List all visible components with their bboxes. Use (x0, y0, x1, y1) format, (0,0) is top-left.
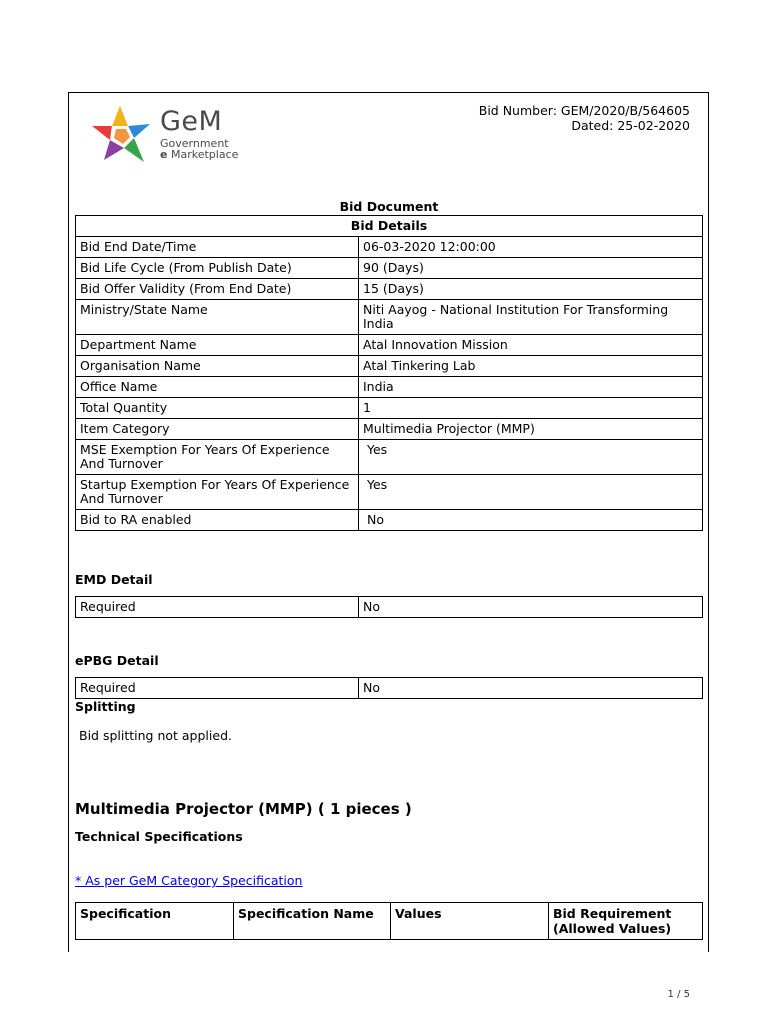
table-row: Office Name India (76, 377, 703, 398)
epbg-detail-table (75, 677, 703, 699)
table-row: Bid End Date/Time 06-03-2020 12:00:00 (76, 237, 703, 258)
table-row: Required No (76, 678, 703, 699)
table-header-row (76, 903, 703, 940)
table-row: MSE Exemption For Years Of Experience And Turnover Yes (76, 440, 703, 475)
technical-specifications-label: Technical Specifications (75, 829, 243, 844)
table-row: Startup Exemption For Years Of Experience And Turnover Yes (76, 475, 703, 510)
table-row: Bid Offer Validity (From End Date) 15 (Days) (76, 279, 703, 300)
bid-details-heading: Bid Details (76, 216, 703, 237)
page-number: 1 / 5 (667, 989, 690, 1000)
document-title: Bid Document (339, 199, 439, 214)
column-values: Values (391, 903, 549, 940)
table-row: Organisation Name Atal Tinkering Lab (76, 356, 703, 377)
table-row: Bid to RA enabled No (76, 510, 703, 531)
logo-subtitle-2: e Marketplace (160, 148, 239, 161)
table-row: Ministry/State Name Niti Aayog - National Institution For Transforming India (76, 300, 703, 335)
product-title: Multimedia Projector (MMP) ( 1 pieces ) (75, 800, 412, 818)
gem-category-specification-link[interactable]: * As per GeM Category Specification (75, 873, 303, 888)
bid-meta (479, 103, 690, 133)
gem-logo-icon (90, 102, 160, 168)
splitting-label: Splitting (75, 699, 136, 714)
specification-table (75, 902, 703, 940)
emd-detail-table (75, 596, 703, 618)
table-row: Department Name Atal Innovation Mission (76, 335, 703, 356)
table-row: Required No (76, 597, 703, 618)
emd-detail-label: EMD Detail (75, 572, 153, 587)
column-bid-requirement: Bid Requirement (Allowed Values) (549, 903, 703, 940)
table-row: Total Quantity 1 (76, 398, 703, 419)
epbg-detail-label: ePBG Detail (75, 653, 159, 668)
table-row: Item Category Multimedia Projector (MMP) (76, 419, 703, 440)
logo-title: GeM (160, 106, 223, 137)
table-row: Bid Life Cycle (From Publish Date) 90 (Days) (76, 258, 703, 279)
column-specification: Specification (76, 903, 234, 940)
bid-number: Bid Number: GEM/2020/B/564605 (478, 103, 690, 118)
bid-details-table (75, 215, 703, 531)
column-specification-name: Specification Name (234, 903, 391, 940)
logo-subtitle-1: Government (160, 137, 229, 150)
bid-date: Dated: 25-02-2020 (571, 118, 690, 133)
splitting-text: Bid splitting not applied. (79, 728, 232, 743)
